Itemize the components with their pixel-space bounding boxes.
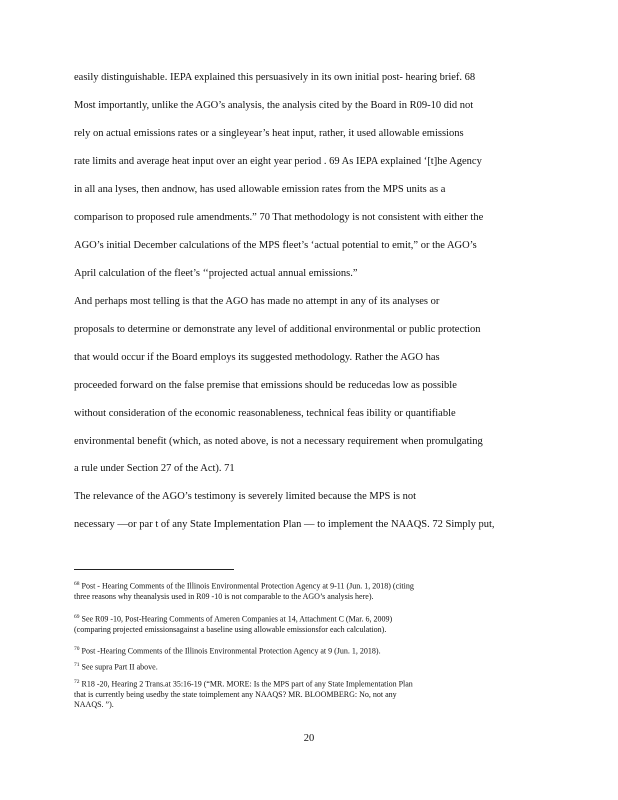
body-line: easily distinguishable. IEPA explained this persuasively in its own initial post- hearing brief. 68 bbox=[74, 72, 476, 83]
body-line: April calculation of the fleet’s ‘‘projected actual annual emissions.” bbox=[74, 268, 358, 279]
footnote-text: that is currently being usedby the state toimplement any NAAQS? MR. BLOOMBERG: No, not any bbox=[74, 689, 397, 699]
footnote-70 bbox=[74, 644, 540, 657]
body-line: a rule under Section 27 of the Act). 71 bbox=[74, 463, 235, 474]
footnote-number: 69 bbox=[74, 614, 80, 620]
body-line: Most importantly, unlike the AGO’s analysis, the analysis cited by the Board in R09-10 did not bbox=[74, 100, 474, 111]
footnote-text: See supra Part II above. bbox=[81, 662, 158, 672]
footnote-number: 70 bbox=[74, 646, 80, 652]
footnote-text: R18 -20, Hearing 2 Trans.at 35:16-19 (“MR. MORE: Is the MPS part of any State Implementation Plan bbox=[81, 679, 413, 689]
body-line: AGO’s initial December calculations of the MPS fleet’s ‘actual potential to emit,” or the AGO’s bbox=[74, 240, 477, 251]
body-line: rely on actual emissions rates or a singleyear’s heat input, rather, it used allowable emissions bbox=[74, 128, 464, 139]
footnote-72 bbox=[74, 677, 540, 710]
body-line: comparison to proposed rule amendments.” 70 That methodology is not consistent with either the bbox=[74, 212, 484, 223]
footnote-69 bbox=[74, 612, 540, 635]
body-line: proceeded forward on the false premise that emissions should be reducedas low as possible bbox=[74, 380, 457, 391]
footnote-number: 72 bbox=[74, 679, 80, 685]
footnote-text: Post -Hearing Comments of the Illinois Environmental Protection Agency at 9 (Jun. 1, 2018). bbox=[81, 646, 381, 656]
body-line: necessary —or par t of any State Implementation Plan — to implement the NAAQS. 72 Simply put, bbox=[74, 519, 495, 530]
footnote-separator bbox=[74, 569, 234, 570]
footnote-text: Post - Hearing Comments of the Illinois Environmental Protection Agency at 9-11 (Jun. 1, 2018) (citing bbox=[81, 581, 414, 591]
footnote-text: (comparing projected emissionsagainst a baseline using allowable emissionsfor each calculation). bbox=[74, 624, 387, 634]
footnote-68 bbox=[74, 579, 540, 602]
body-line: The relevance of the AGO’s testimony is severely limited because the MPS is not bbox=[74, 491, 417, 502]
footnote-71 bbox=[74, 660, 540, 673]
body-line: proposals to determine or demonstrate any level of additional environmental or public protection bbox=[74, 324, 481, 335]
body-line: environmental benefit (which, as noted above, is not a necessary requirement when promulgating bbox=[74, 436, 483, 447]
footnote-number: 71 bbox=[74, 662, 80, 668]
footnote-text: NAAQS. ”). bbox=[74, 699, 114, 709]
footnote-text: See R09 -10, Post-Hearing Comments of Ameren Companies at 14, Attachment C (Mar. 6, 2009) bbox=[81, 614, 393, 624]
footnote-text: three reasons why theanalysis used in R09 -10 is not comparable to the AGO’s analysis here). bbox=[74, 591, 374, 601]
body-line: in all ana lyses, then andnow, has used allowable emission rates from the MPS units as a bbox=[74, 184, 446, 195]
body-line: that would occur if the Board employs its suggested methodology. Rather the AGO has bbox=[74, 352, 440, 363]
body-line: rate limits and average heat input over an eight year period . 69 As IEPA explained ‘[t]he Agency bbox=[74, 156, 482, 167]
footnote-number: 68 bbox=[74, 581, 80, 587]
page-number: 20 bbox=[303, 733, 315, 744]
body-line: without consideration of the economic reasonableness, technical feas ibility or quantifiable bbox=[74, 408, 456, 419]
body-line: And perhaps most telling is that the AGO has made no attempt in any of its analyses or bbox=[74, 296, 440, 307]
